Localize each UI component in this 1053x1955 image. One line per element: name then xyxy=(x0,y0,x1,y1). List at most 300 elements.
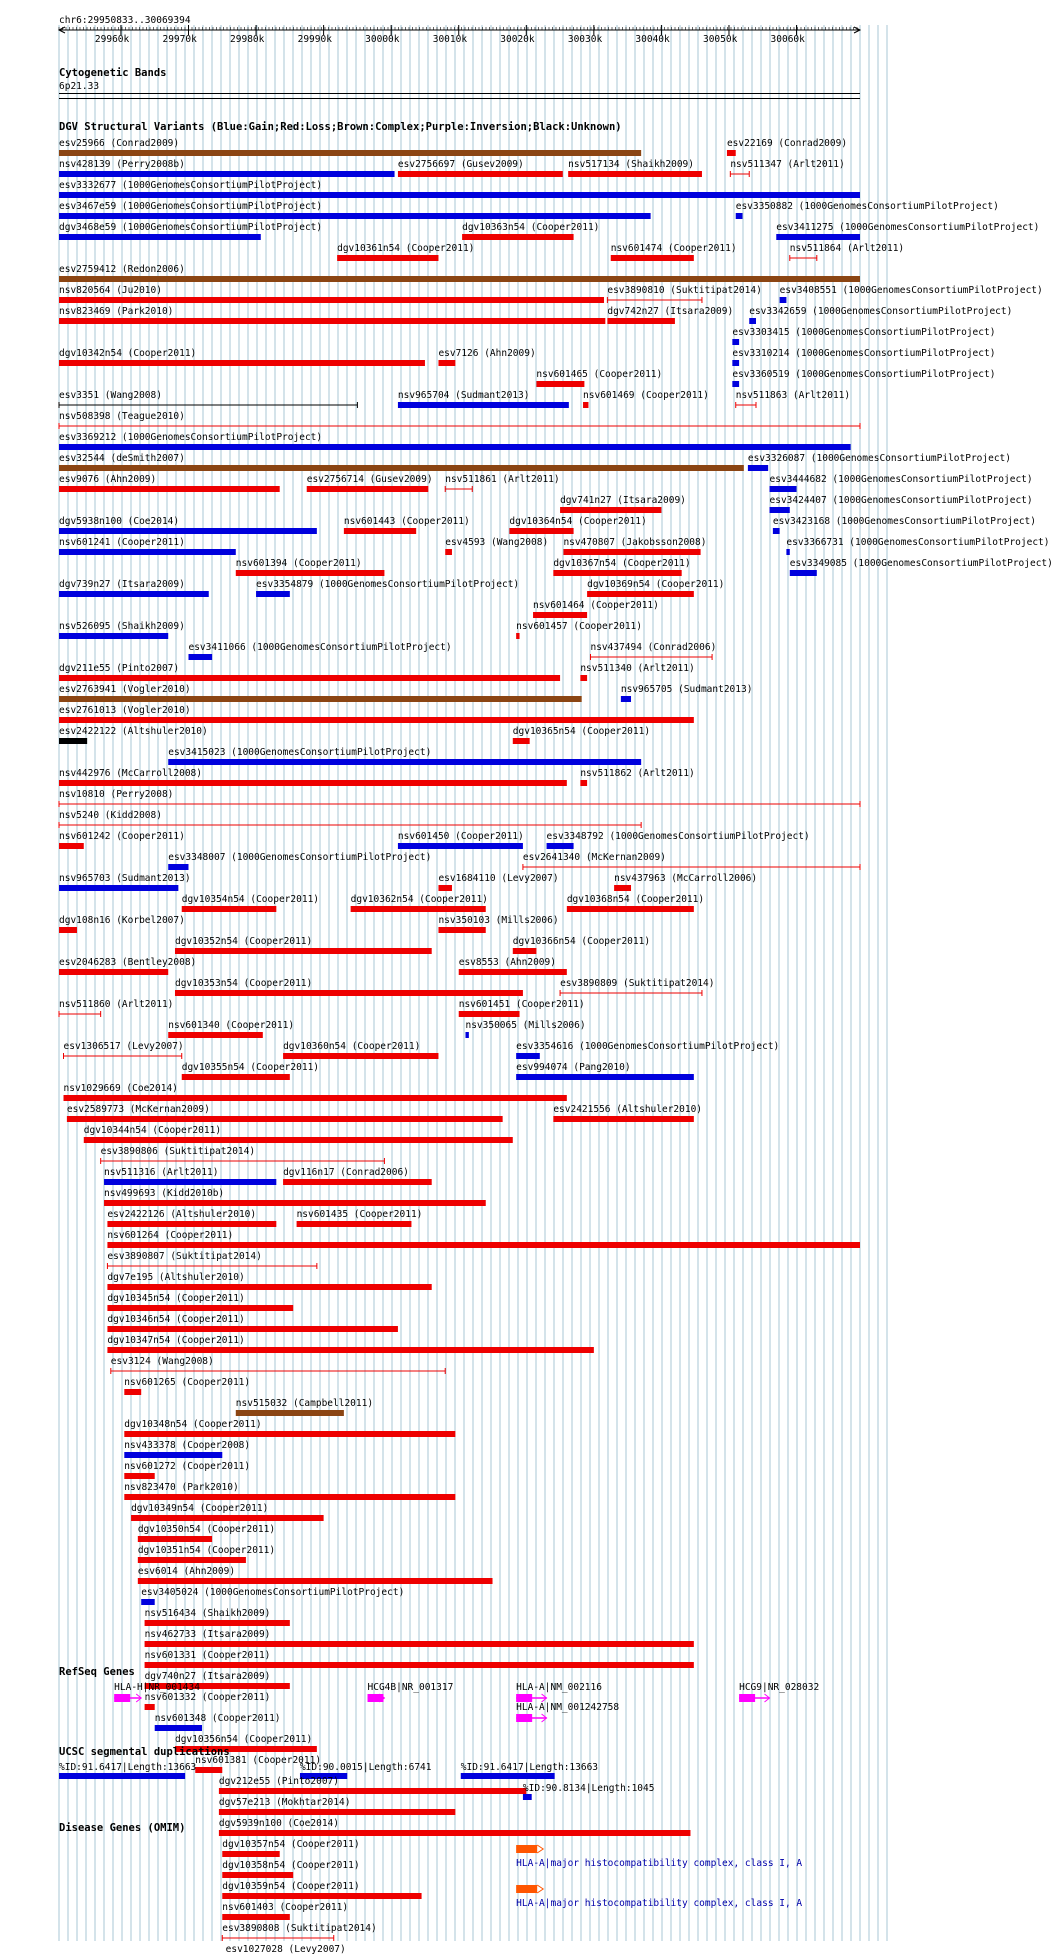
dgv-feature-label[interactable]: esv2422122 (Altshuler2010) xyxy=(59,726,208,737)
dgv-feature-bar xyxy=(219,1809,455,1815)
dgv-feature-label[interactable]: esv3467e59 (1000GenomesConsortiumPilotProject) xyxy=(59,201,323,212)
dgv-feature-bar xyxy=(84,1137,513,1143)
dgv-feature-bar xyxy=(563,549,700,555)
dgv-feature-label[interactable]: esv1684110 (Levy2007) xyxy=(438,873,559,884)
dgv-feature-label[interactable]: dgv10342n54 (Cooper2011) xyxy=(59,348,197,359)
dgv-feature-label[interactable]: esv3303415 (1000GenomesConsortiumPilotProject) xyxy=(732,327,996,338)
dgv-feature-bar xyxy=(770,507,790,513)
dgv-feature-bar xyxy=(104,1179,276,1185)
dgv-feature-bar xyxy=(516,1074,694,1080)
dgv-feature-label[interactable]: dgv5938n100 (Coe2014) xyxy=(59,516,180,527)
dgv-feature-bar xyxy=(59,297,604,303)
dgv-feature-bar xyxy=(59,318,605,324)
segdup-label[interactable]: %ID:91.6417|Length:13663 xyxy=(460,1762,599,1773)
dgv-feature-label[interactable]: nsv517134 (Shaikh2009) xyxy=(568,159,695,170)
dgv-feature-label[interactable]: nsv350103 (Mills2006) xyxy=(438,915,559,926)
dgv-feature-label[interactable]: nsv511316 (Arlt2011) xyxy=(104,1167,219,1178)
dgv-feature-label[interactable]: dgv10350n54 (Cooper2011) xyxy=(137,1524,276,1535)
dgv-feature-label[interactable]: nsv601340 (Cooper2011) xyxy=(168,1020,295,1031)
dgv-feature-label[interactable]: nsv601348 (Cooper2011) xyxy=(154,1713,281,1724)
dgv-feature-bar xyxy=(168,864,188,870)
dgv-feature-label[interactable]: dgv742n27 (Itsara2009) xyxy=(607,306,734,317)
coordinate-range: chr6:29950833..30069394 xyxy=(59,15,191,26)
dgv-feature-label[interactable]: dgv10357n54 (Cooper2011) xyxy=(222,1839,360,1850)
dgv-feature-label[interactable]: dgv212e55 (Pinto2007) xyxy=(218,1776,339,1787)
dgv-feature-bar xyxy=(748,465,768,471)
dgv-feature-label[interactable]: esv3342659 (1000GenomesConsortiumPilotProject) xyxy=(749,306,1013,317)
dgv-feature-bar xyxy=(553,570,681,576)
dgv-feature-label[interactable]: dgv10369n54 (Cooper2011) xyxy=(587,579,725,590)
dgv-feature-bar xyxy=(59,234,261,240)
dgv-feature-label[interactable]: nsv601457 (Cooper2011) xyxy=(516,621,642,632)
dgv-feature-bar xyxy=(580,780,587,786)
omim-gene-label[interactable]: HLA-A|major histocompatibility complex, class I, A xyxy=(516,1858,803,1869)
dgv-feature-label[interactable]: dgv10351n54 (Cooper2011) xyxy=(137,1545,276,1556)
dgv-feature-label[interactable]: esv2761013 (Vogler2010) xyxy=(59,705,191,716)
dgv-feature-label[interactable]: esv3890810 (Suktitipat2014) xyxy=(607,285,762,296)
dgv-feature-label[interactable]: nsv601332 (Cooper2011) xyxy=(144,1692,271,1703)
refseq-gene-exon xyxy=(114,1694,130,1702)
dgv-feature-bar xyxy=(222,1872,293,1878)
dgv-feature-label[interactable]: nsv601394 (Cooper2011) xyxy=(235,558,362,569)
dgv-feature-label[interactable]: dgv10352n54 (Cooper2011) xyxy=(174,936,313,947)
dgv-feature-label[interactable]: nsv515032 (Campbell2011) xyxy=(235,1398,374,1409)
dgv-feature-label[interactable]: esv3366731 (1000GenomesConsortiumPilotProject) xyxy=(786,537,1050,548)
dgv-feature-bar xyxy=(786,549,789,555)
dgv-feature-bar xyxy=(59,780,567,786)
dgv-feature-label[interactable]: dgv740n27 (Itsara2009) xyxy=(144,1671,271,1682)
dgv-feature-bar xyxy=(560,507,661,513)
dgv-feature-label[interactable]: nsv511861 (Arlt2011) xyxy=(445,474,560,485)
cyto-band-line-bottom xyxy=(59,98,860,99)
dgv-feature-label[interactable]: dgv108n16 (Korbel2007) xyxy=(59,915,185,926)
dgv-feature-label[interactable]: nsv433378 (Cooper2008) xyxy=(124,1440,251,1451)
dgv-feature-bar xyxy=(587,591,694,597)
dgv-feature-bar xyxy=(607,318,675,324)
dgv-feature-bar xyxy=(145,1620,290,1626)
dgv-feature-bar xyxy=(182,906,277,912)
dgv-feature-bar xyxy=(182,1074,290,1080)
dgv-feature-bar xyxy=(107,1305,293,1311)
dgv-feature-bar xyxy=(124,1473,154,1479)
omim-gene-exon xyxy=(516,1845,537,1853)
dgv-feature-bar xyxy=(59,696,582,702)
dgv-feature-label[interactable]: nsv601331 (Cooper2011) xyxy=(144,1650,271,1661)
dgv-feature-label[interactable]: nsv965705 (Sudmant2013) xyxy=(620,684,753,695)
dgv-feature-label[interactable]: dgv10355n54 (Cooper2011) xyxy=(181,1062,320,1073)
dgv-feature-label[interactable]: nsv823469 (Park2010) xyxy=(59,306,174,317)
segdup-bar xyxy=(461,1773,555,1779)
dgv-feature-label[interactable]: esv7126 (Ahn2009) xyxy=(438,348,536,359)
dgv-feature-label[interactable]: esv22169 (Conrad2009) xyxy=(726,138,848,149)
dgv-feature-bar xyxy=(168,1032,263,1038)
dgv-feature-bar xyxy=(513,948,537,954)
dgv-feature-bar xyxy=(138,1536,212,1542)
dgv-feature-label[interactable]: esv4593 (Wang2008) xyxy=(445,537,549,548)
dgv-feature-bar xyxy=(536,381,584,387)
dgv-feature-label[interactable]: nsv462733 (Itsara2009) xyxy=(144,1629,271,1640)
dgv-feature-bar xyxy=(732,339,739,345)
segdup-track-title: UCSC segmental duplications xyxy=(59,1746,230,1758)
segdup-label[interactable]: %ID:91.6417|Length:13663 xyxy=(59,1762,197,1773)
dgv-feature-bar xyxy=(236,570,385,576)
dgv-feature-label[interactable]: dgv10361n54 (Cooper2011) xyxy=(337,243,475,254)
dgv-feature-label[interactable]: dgv10354n54 (Cooper2011) xyxy=(181,894,320,905)
dgv-feature-bar xyxy=(124,1452,222,1458)
dgv-feature-label[interactable]: esv3411275 (1000GenomesConsortiumPilotProject) xyxy=(776,222,1040,233)
dgv-feature-label[interactable]: esv3424407 (1000GenomesConsortiumPilotProject) xyxy=(769,495,1033,506)
dgv-feature-bar xyxy=(780,297,787,303)
dgv-feature-bar xyxy=(611,255,694,261)
dgv-feature-label[interactable]: nsv511860 (Arlt2011) xyxy=(59,999,174,1010)
dgv-feature-label[interactable]: nsv437494 (Conrad2006) xyxy=(590,642,717,653)
dgv-feature-label[interactable]: esv3349085 (1000GenomesConsortiumPilotProject) xyxy=(789,558,1053,569)
dgv-feature-bar xyxy=(67,1116,503,1122)
dgv-feature-bar xyxy=(124,1389,141,1395)
ruler-tick-label: 30050k xyxy=(702,34,738,45)
dgv-feature-bar xyxy=(776,234,860,240)
dgv-feature-label[interactable]: nsv601451 (Cooper2011) xyxy=(458,999,585,1010)
dgv-feature-label[interactable]: nsv526095 (Shaikh2009) xyxy=(59,621,185,632)
dgv-feature-label[interactable]: esv3310214 (1000GenomesConsortiumPilotProject) xyxy=(732,348,996,359)
dgv-feature-bar xyxy=(509,528,573,534)
dgv-feature-label[interactable]: nsv511862 (Arlt2011) xyxy=(580,768,695,779)
dgv-feature-bar xyxy=(155,1725,202,1731)
segdup-bar xyxy=(59,1773,185,1779)
dgv-feature-label[interactable]: dgv739n27 (Itsara2009) xyxy=(59,579,185,590)
dgv-feature-label[interactable]: nsv601464 (Cooper2011) xyxy=(533,600,659,611)
dgv-feature-label[interactable]: esv3890808 (Suktitipat2014) xyxy=(222,1923,377,1934)
dgv-feature-bar xyxy=(222,1893,421,1899)
dgv-feature-label[interactable]: dgv10353n54 (Cooper2011) xyxy=(174,978,313,989)
dgv-feature-label[interactable]: esv2641340 (McKernan2009) xyxy=(522,852,666,863)
dgv-feature-bar xyxy=(59,591,209,597)
dgv-feature-bar xyxy=(283,1179,432,1185)
refseq-gene-label[interactable]: HLA-A|NM_001242758 xyxy=(516,1702,620,1713)
ruler-tick-label: 30010k xyxy=(432,34,468,45)
dgv-feature-label[interactable]: esv3405024 (1000GenomesConsortiumPilotProject) xyxy=(141,1587,405,1598)
dgv-feature-label[interactable]: dgv10365n54 (Cooper2011) xyxy=(512,726,651,737)
dgv-feature-label[interactable]: esv1027028 (Levy2007) xyxy=(225,1944,346,1955)
dgv-feature-label[interactable]: nsv965704 (Sudmant2013) xyxy=(397,390,530,401)
dgv-feature-label[interactable]: dgv10362n54 (Cooper2011) xyxy=(350,894,488,905)
dgv-feature-bar xyxy=(188,654,212,660)
dgv-feature-label[interactable]: esv3326087 (1000GenomesConsortiumPilotProject) xyxy=(747,453,1011,464)
dgv-feature-label[interactable]: nsv601465 (Cooper2011) xyxy=(536,369,663,380)
dgv-feature-label[interactable]: esv2763941 (Vogler2010) xyxy=(59,684,191,695)
dgv-feature-bar xyxy=(222,1851,279,1857)
dgv-feature-bar xyxy=(533,612,587,618)
dgv-feature-label[interactable]: esv3408551 (1000GenomesConsortiumPilotProject) xyxy=(779,285,1043,296)
dgv-feature-bar xyxy=(59,444,851,450)
omim-track-title: Disease Genes (OMIM) xyxy=(59,1822,186,1834)
dgv-feature-bar xyxy=(59,717,694,723)
dgv-feature-bar xyxy=(145,1662,694,1668)
dgv-feature-bar xyxy=(459,969,567,975)
dgv-feature-bar xyxy=(59,885,178,891)
dgv-feature-label[interactable]: dgv10356n54 (Cooper2011) xyxy=(174,1734,313,1745)
dgv-feature-bar xyxy=(219,1788,526,1794)
dgv-feature-bar xyxy=(59,969,168,975)
dgv-feature-label[interactable]: esv3411066 (1000GenomesConsortiumPilotProject) xyxy=(188,642,452,653)
dgv-feature-bar xyxy=(104,1200,486,1206)
dgv-feature-label[interactable]: nsv601264 (Cooper2011) xyxy=(107,1230,234,1241)
dgv-feature-label[interactable]: esv3423168 (1000GenomesConsortiumPilotProject) xyxy=(772,516,1036,527)
dgv-feature-bar xyxy=(398,843,523,849)
dgv-feature-bar xyxy=(344,528,416,534)
dgv-feature-label[interactable]: dgv10367n54 (Cooper2011) xyxy=(553,558,691,569)
dgv-feature-label[interactable]: nsv511864 (Arlt2011) xyxy=(789,243,905,254)
dgv-feature-label[interactable]: esv3348792 (1000GenomesConsortiumPilotProject) xyxy=(546,831,810,842)
dgv-feature-bar xyxy=(351,906,486,912)
omim-gene-arrow xyxy=(537,1885,543,1893)
dgv-feature-label[interactable]: esv32544 (deSmith2007) xyxy=(59,453,185,464)
dgv-feature-label[interactable]: nsv428139 (Perry2008b) xyxy=(59,159,185,170)
dgv-feature-label[interactable]: nsv499693 (Kidd2010b) xyxy=(104,1188,225,1199)
dgv-feature-label[interactable]: nsv601241 (Cooper2011) xyxy=(59,537,185,548)
dgv-feature-label[interactable]: esv1306517 (Levy2007) xyxy=(63,1041,184,1052)
dgv-feature-bar xyxy=(138,1578,493,1584)
dgv-feature-bar xyxy=(445,549,452,555)
ruler-tick-label: 30040k xyxy=(635,34,670,45)
dgv-feature-bar xyxy=(59,465,744,471)
refseq-gene-exon xyxy=(516,1714,532,1722)
segdup-bar xyxy=(523,1794,532,1800)
dgv-feature-bar xyxy=(222,1914,290,1920)
dgv-feature-label[interactable]: nsv442976 (McCarroll2008) xyxy=(59,768,202,779)
dgv-feature-label[interactable]: dgv116n17 (Conrad2006) xyxy=(283,1167,409,1178)
dgv-feature-label[interactable]: nsv601403 (Cooper2011) xyxy=(222,1902,349,1913)
refseq-gene-exon xyxy=(739,1694,755,1702)
dgv-feature-label[interactable]: esv3350882 (1000GenomesConsortiumPilotProject) xyxy=(735,201,999,212)
dgv-feature-label[interactable]: dgv741n27 (Itsara2009) xyxy=(560,495,686,506)
dgv-feature-bar xyxy=(107,1326,398,1332)
dgv-feature-label[interactable]: dgv10346n54 (Cooper2011) xyxy=(107,1314,245,1325)
dgv-feature-bar xyxy=(175,948,432,954)
dgv-feature-label[interactable]: nsv10810 (Perry2008) xyxy=(59,789,174,800)
dgv-feature-label[interactable]: nsv965703 (Sudmant2013) xyxy=(59,873,191,884)
dgv-feature-label[interactable]: dgv10344n54 (Cooper2011) xyxy=(83,1125,222,1136)
dgv-feature-bar xyxy=(145,1641,694,1647)
dgv-feature-label[interactable]: esv3415023 (1000GenomesConsortiumPilotProject) xyxy=(168,747,432,758)
dgv-feature-bar xyxy=(513,738,530,744)
dgv-feature-bar xyxy=(141,1599,155,1605)
dgv-feature-label[interactable]: nsv601474 (Cooper2011) xyxy=(610,243,737,254)
dgv-feature-bar xyxy=(583,402,588,408)
dgv-feature-bar xyxy=(398,171,563,177)
dgv-feature-label[interactable]: esv8553 (Ahn2009) xyxy=(458,957,556,968)
refseq-gene-label[interactable]: HCG4B|NR_001317 xyxy=(367,1682,454,1693)
dgv-feature-bar xyxy=(59,528,317,534)
dgv-feature-label[interactable]: esv3124 (Wang2008) xyxy=(110,1356,214,1367)
dgv-feature-bar xyxy=(516,1053,540,1059)
cyto-band-line-top xyxy=(59,93,860,94)
dgv-feature-label[interactable]: nsv516434 (Shaikh2009) xyxy=(144,1608,271,1619)
dgv-feature-label[interactable]: esv3351 (Wang2008) xyxy=(59,390,162,401)
dgv-feature-bar xyxy=(770,486,797,492)
dgv-feature-bar xyxy=(516,633,519,639)
refseq-gene-label[interactable]: HCG9|NR_028032 xyxy=(739,1682,820,1693)
dgv-feature-bar xyxy=(195,1767,222,1773)
dgv-feature-bar xyxy=(236,1410,344,1416)
dgv-feature-bar xyxy=(219,1830,691,1836)
dgv-feature-bar xyxy=(59,738,87,744)
dgv-feature-label[interactable]: nsv511863 (Arlt2011) xyxy=(735,390,851,401)
refseq-track-title: RefSeq Genes xyxy=(59,1666,135,1678)
dgv-feature-bar xyxy=(732,360,739,366)
dgv-feature-label[interactable]: esv2422126 (Altshuler2010) xyxy=(107,1209,257,1220)
dgv-feature-bar xyxy=(465,1032,468,1038)
dgv-feature-bar xyxy=(59,192,860,198)
cyto-band-label[interactable]: 6p21.33 xyxy=(59,81,100,92)
dgv-feature-label[interactable]: esv2589773 (McKernan2009) xyxy=(66,1104,210,1115)
dgv-feature-bar xyxy=(462,234,573,240)
dgv-feature-label[interactable]: esv3369212 (1000GenomesConsortiumPilotProject) xyxy=(59,432,323,443)
dgv-feature-bar xyxy=(59,171,395,177)
dgv-feature-label[interactable]: nsv470807 (Jakobsson2008) xyxy=(563,537,707,548)
dgv-feature-label[interactable]: dgv10348n54 (Cooper2011) xyxy=(124,1419,262,1430)
dgv-feature-label[interactable]: dgv10366n54 (Cooper2011) xyxy=(512,936,651,947)
dgv-feature-label[interactable]: dgv10364n54 (Cooper2011) xyxy=(509,516,647,527)
dgv-feature-label[interactable]: dgv10358n54 (Cooper2011) xyxy=(222,1860,360,1871)
dgv-feature-label[interactable]: nsv601443 (Cooper2011) xyxy=(343,516,470,527)
dgv-feature-label[interactable]: nsv350065 (Mills2006) xyxy=(465,1020,586,1031)
segdup-label[interactable]: %ID:90.0015|Length:6741 xyxy=(299,1762,432,1773)
dgv-feature-bar xyxy=(438,885,452,891)
dgv-feature-label[interactable]: nsv511340 (Arlt2011) xyxy=(580,663,695,674)
dgv-feature-bar xyxy=(145,1704,155,1710)
dgv-feature-bar xyxy=(438,927,485,933)
dgv-feature-bar xyxy=(138,1557,246,1563)
dgv-feature-label[interactable]: esv2756697 (Gusev2009) xyxy=(397,159,524,170)
dgv-feature-bar xyxy=(107,1221,276,1227)
dgv-feature-bar xyxy=(131,1515,324,1521)
dgv-feature-bar xyxy=(614,885,631,891)
dgv-feature-bar xyxy=(621,696,631,702)
dgv-feature-label[interactable]: esv2759412 (Redon2006) xyxy=(59,264,185,275)
dgv-feature-bar xyxy=(283,1053,438,1059)
ruler-tick-label: 30020k xyxy=(500,34,535,45)
dgv-feature-bar xyxy=(124,1431,455,1437)
dgv-feature-bar xyxy=(732,381,739,387)
dgv-feature-bar xyxy=(59,213,651,219)
dgv-feature-label[interactable]: esv3890809 (Suktitipat2014) xyxy=(560,978,715,989)
ruler-tick-label: 30060k xyxy=(770,34,805,45)
dgv-feature-label[interactable]: nsv823470 (Park2010) xyxy=(124,1482,239,1493)
dgv-feature-label[interactable]: nsv508398 (Teague2010) xyxy=(59,411,185,422)
refseq-gene-label[interactable]: HLA-A|NM_002116 xyxy=(516,1682,602,1693)
dgv-feature-label[interactable]: esv3890807 (Suktitipat2014) xyxy=(107,1251,262,1262)
dgv-feature-bar xyxy=(59,360,425,366)
dgv-feature-label[interactable]: nsv511347 (Arlt2011) xyxy=(730,159,845,170)
dgv-feature-label[interactable]: nsv601265 (Cooper2011) xyxy=(124,1377,251,1388)
dgv-feature-bar xyxy=(59,549,236,555)
dgv-feature-bar xyxy=(124,1494,455,1500)
dgv-feature-label[interactable]: nsv601450 (Cooper2011) xyxy=(397,831,524,842)
dgv-feature-label[interactable]: dgv7e195 (Altshuler2010) xyxy=(107,1272,245,1283)
dgv-feature-label[interactable]: nsv1029669 (Coe2014) xyxy=(63,1083,178,1094)
dgv-feature-label[interactable]: dgv10360n54 (Cooper2011) xyxy=(283,1041,421,1052)
dgv-feature-label[interactable]: dgv3468e59 (1000GenomesConsortiumPilotProject) xyxy=(59,222,323,233)
dgv-feature-bar xyxy=(107,1347,593,1353)
dgv-feature-label[interactable]: dgv10363n54 (Cooper2011) xyxy=(462,222,600,233)
dgv-feature-label[interactable]: esv994074 (Pang2010) xyxy=(516,1062,631,1073)
dgv-feature-label[interactable]: nsv601469 (Cooper2011) xyxy=(583,390,709,401)
dgv-feature-label[interactable]: nsv601381 (Cooper2011) xyxy=(195,1755,322,1766)
dgv-feature-label[interactable]: esv6014 (Ahn2009) xyxy=(137,1566,236,1577)
dgv-feature-label[interactable]: esv2756714 (Gusev2009) xyxy=(306,474,433,485)
dgv-feature-label[interactable]: dgv5939n100 (Coe2014) xyxy=(218,1818,339,1829)
dgv-feature-label[interactable]: esv3890806 (Suktitipat2014) xyxy=(100,1146,256,1157)
ruler-tick-label: 29980k xyxy=(230,34,265,45)
dgv-feature-label[interactable]: dgv211e55 (Pinto2007) xyxy=(59,663,180,674)
dgv-feature-label[interactable]: esv3354616 (1000GenomesConsortiumPilotProject) xyxy=(516,1041,780,1052)
dgv-feature-label[interactable]: dgv10345n54 (Cooper2011) xyxy=(107,1293,245,1304)
dgv-feature-label[interactable]: esv2046283 (Bentley2008) xyxy=(59,957,197,968)
dgv-feature-label[interactable]: dgv10347n54 (Cooper2011) xyxy=(107,1335,245,1346)
dgv-feature-label[interactable]: nsv601242 (Cooper2011) xyxy=(59,831,185,842)
dgv-feature-label[interactable]: nsv820564 (Ju2010) xyxy=(59,285,162,296)
dgv-feature-label[interactable]: esv3354879 (1000GenomesConsortiumPilotProject) xyxy=(256,579,520,590)
dgv-feature-label[interactable]: esv25966 (Conrad2009) xyxy=(59,138,180,149)
dgv-feature-bar xyxy=(175,990,523,996)
dgv-feature-label[interactable]: dgv57e213 (Mokhtar2014) xyxy=(218,1797,351,1808)
dgv-feature-label[interactable]: esv2421556 (Altshuler2010) xyxy=(553,1104,703,1115)
refseq-gene-label[interactable]: HLA-H|NR_001434 xyxy=(114,1682,200,1693)
dgv-feature-bar xyxy=(59,675,560,681)
omim-gene-label[interactable]: HLA-A|major histocompatibility complex, class I, A xyxy=(516,1898,803,1909)
dgv-feature-label[interactable]: esv3444682 (1000GenomesConsortiumPilotProject) xyxy=(769,474,1033,485)
ruler-tick-label: 29960k xyxy=(94,34,130,45)
dgv-feature-bar xyxy=(107,1284,431,1290)
refseq-gene-exon xyxy=(516,1694,532,1702)
dgv-feature-label[interactable]: esv3348007 (1000GenomesConsortiumPilotProject) xyxy=(168,852,432,863)
dgv-feature-label[interactable]: esv3332677 (1000GenomesConsortiumPilotProject) xyxy=(59,180,323,191)
dgv-feature-bar xyxy=(59,276,860,282)
dgv-feature-label[interactable]: dgv10349n54 (Cooper2011) xyxy=(131,1503,269,1514)
dgv-feature-bar xyxy=(168,759,641,765)
dgv-feature-bar xyxy=(568,171,702,177)
dgv-feature-label[interactable]: esv3360519 (1000GenomesConsortiumPilotProject) xyxy=(732,369,996,380)
dgv-feature-bar xyxy=(59,486,280,492)
dgv-feature-label[interactable]: nsv601272 (Cooper2011) xyxy=(124,1461,251,1472)
dgv-feature-label[interactable]: esv9076 (Ahn2009) xyxy=(59,474,157,485)
omim-gene-exon xyxy=(516,1885,537,1893)
dgv-feature-label[interactable]: dgv10359n54 (Cooper2011) xyxy=(222,1881,360,1892)
dgv-feature-bar xyxy=(398,402,569,408)
dgv-feature-bar xyxy=(580,675,587,681)
dgv-feature-bar xyxy=(736,213,743,219)
segdup-label[interactable]: %ID:90.8134|Length:1045 xyxy=(522,1783,655,1794)
dgv-feature-bar xyxy=(438,360,455,366)
ruler-tick-label: 30030k xyxy=(567,34,603,45)
dgv-feature-bar xyxy=(567,906,694,912)
dgv-feature-bar xyxy=(790,570,817,576)
dgv-feature-bar xyxy=(59,633,168,639)
dgv-feature-bar xyxy=(297,1221,412,1227)
dgv-feature-label[interactable]: nsv601435 (Cooper2011) xyxy=(296,1209,423,1220)
ruler-tick-label: 29990k xyxy=(297,34,332,45)
omim-gene-arrow xyxy=(537,1845,543,1853)
dgv-feature-bar xyxy=(307,486,429,492)
dgv-feature-bar xyxy=(59,843,84,849)
dgv-feature-label[interactable]: nsv437963 (McCarroll2006) xyxy=(614,873,758,884)
dgv-track-title: DGV Structural Variants (Blue:Gain;Red:Loss;Brown:Complex;Purple:Inversion;Black:Unknown) xyxy=(59,121,622,133)
dgv-feature-label[interactable]: dgv10368n54 (Cooper2011) xyxy=(566,894,705,905)
dgv-feature-bar xyxy=(256,591,290,597)
dgv-feature-label[interactable]: nsv5240 (Kidd2008) xyxy=(59,810,162,821)
dgv-feature-bar xyxy=(459,1011,520,1017)
